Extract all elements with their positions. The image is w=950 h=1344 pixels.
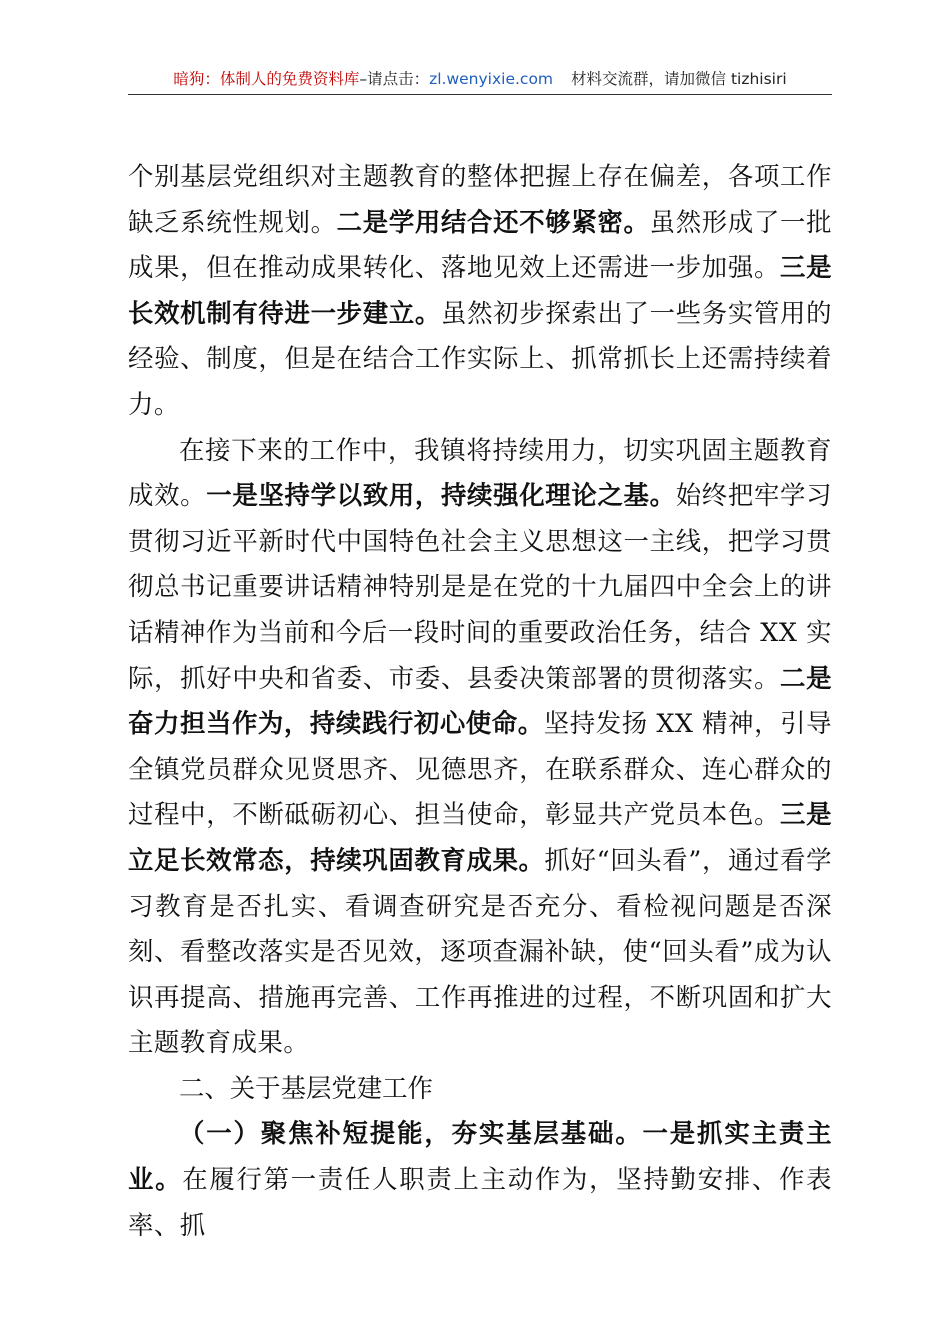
- header-site-name: 暗狗：体制人的免费资料库: [173, 70, 360, 88]
- p3-text-1: 在履行第一责任人职责上主动作为，坚持勤安排、作表率、抓: [128, 1164, 833, 1240]
- p1-bold-2: 三是长效机制有待进一步建立。: [128, 252, 833, 328]
- p2-bold-3: 三是立足长效常态，持续巩固教育成果。: [128, 799, 833, 875]
- p1-text-2: 虽然形成了一批成果，但在推动成果转化、落地见效上还需进一步加强。: [128, 206, 833, 283]
- paragraph-next-steps: [128, 428, 832, 1066]
- header-wechat-note: 材料交流群，请加微信 tizhisiri: [571, 70, 787, 88]
- header-click-prompt: –请点击：: [359, 70, 430, 88]
- p2-bold-2: 二是奋力担当作为，持续践行初心使命。: [128, 662, 833, 739]
- p3-bold-1: （一）聚焦补短提能，夯实基层基础。一是抓实主责主业。: [128, 1118, 832, 1195]
- section-heading: 二、关于基层党建工作: [179, 1072, 433, 1103]
- p2-bold-1: 一是坚持学以致用，持续强化理论之基。: [206, 480, 676, 511]
- p1-bold-1: 二是学用结合还不够紧密。: [336, 206, 650, 237]
- p2-text-2: 始终把牢学习贯彻习近平新时代中国特色社会主义思想这一主线，把学习贯彻总书记重要讲话精神特别是是在党的十九届四中全会上的讲话精神作为当前和今后一段时间的重要政治任务，结合 XX 实际，抓好中央和省委、市委、县委决策部署的贯彻落实。: [128, 480, 833, 693]
- p2-text-4: 抓好“回头看”，通过看学习教育是否扎实、看调查研究是否充分、看检视问题是否深刻、看整改落实是否见效，逐项查漏补缺，使“回头看”成为认识再提高、措施再完善、工作再推进的过程，不断巩固和扩大主题教育成果。: [128, 844, 832, 1058]
- p1-text-3: 虽然初步探索出了一些务实管用的经验、制度，但是在结合工作实际上、抓常抓长上还需持续着力。: [128, 297, 833, 419]
- page-header: [128, 64, 832, 95]
- p2-text-1: 在接下来的工作中，我镇将持续用力，切实巩固主题教育成效。: [128, 434, 832, 511]
- header-link[interactable]: zl.wenyixie.com: [429, 70, 554, 88]
- paragraph-party-building: [128, 1111, 832, 1248]
- paragraph-problems: [128, 154, 832, 428]
- document-body: [128, 154, 832, 1248]
- p2-text-3: 坚持发扬 XX 精神，引导全镇党员群众见贤思齐、见德思齐，在联系群众、连心群众的过程中，不断砥砺初心、担当使命，彰显共产党员本色。: [128, 708, 832, 830]
- p1-text-1: 个别基层党组织对主题教育的整体把握上存在偏差，各项工作缺乏系统性规划。: [128, 161, 832, 237]
